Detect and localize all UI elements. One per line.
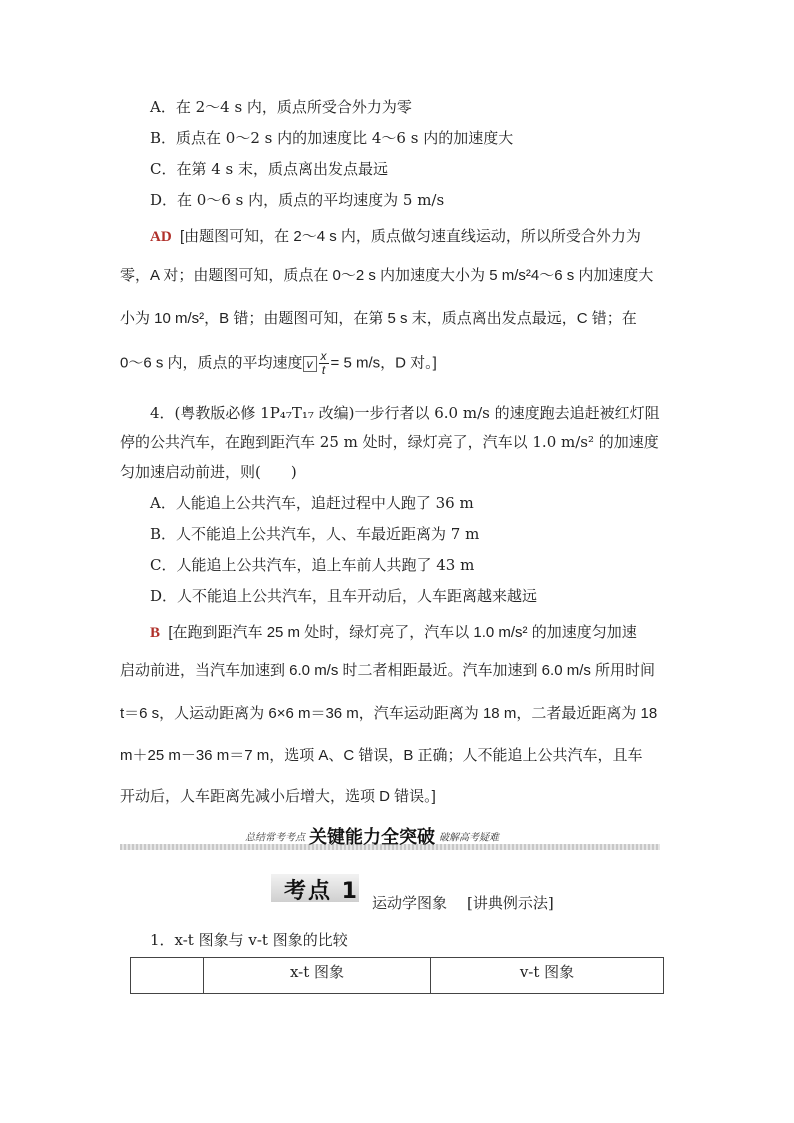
comparison-table — [130, 957, 664, 994]
q3-option-a: A．在 2～4 s 内，质点所受合外力为零 — [150, 98, 412, 116]
q4-stem-3: 匀加速启动前进，则( ) — [120, 463, 297, 481]
q4-answer-letter: B — [150, 625, 161, 641]
table-header-xt: x-t 图象 — [204, 958, 431, 994]
q4-option-c: C．人能追上公共汽车，追上车前人共跑了 43 m — [150, 556, 475, 574]
v-bar-symbol: v — [303, 356, 317, 372]
q3-explanation-2: 零，A 对；由题图可知，质点在 0～2 s 内加速度大小为 5 m/s²4～6 s 内加速度大 — [120, 267, 654, 284]
table-header-vt: v-t 图象 — [431, 958, 664, 994]
q4-explanation-2: 启动前进，当汽车加速到 6.0 m/s 时二者相距最近。汽车加速到 6.0 m/s 所用时间 — [120, 662, 656, 679]
section-banner — [245, 823, 499, 849]
q4-option-a: A．人能追上公共汽车，追赶过程中人跑了 36 m — [150, 494, 474, 512]
kaodian-label: 考点 1 — [284, 879, 359, 904]
kaodian-title: 运动学图象 — [372, 894, 448, 912]
q4-answer-line-1 — [150, 622, 637, 644]
q3-explanation-3: 小为 10 m/s²，B 错；由题图可知，在第 5 s 末，质点离出发点最远，C 错；在 — [120, 310, 637, 327]
q3-option-c: C．在第 4 s 末，质点离出发点最远 — [150, 160, 389, 178]
q4-option-d: D．人不能追上公共汽车，且车开动后，人车距离越来越远 — [150, 587, 538, 605]
subsection-heading: 1．x-t 图象与 v-t 图象的比较 — [150, 931, 348, 949]
banner-left-text: 总结常考考点 — [245, 832, 305, 844]
q4-explanation-4: m＋25 m－36 m＝7 m，选项 A、C 错误，B 正确；人不能追上公共汽车，且车 — [120, 747, 643, 764]
q4-stem-1: 4．(粤教版必修 1P₄₇T₁₇ 改编)一步行者以 6.0 m/s 的速度跑去追赶被红灯阻 — [150, 404, 660, 422]
q3-explanation-1: [由题图可知，在 2～4 s 内，质点做匀速直线运动，所以所受合外力为 — [180, 228, 641, 245]
q3-option-d: D．在 0～6 s 内，质点的平均速度为 5 m/s — [150, 191, 445, 209]
q3-explanation-4-prefix: 0～6 s 内，质点的平均速度 — [120, 354, 303, 372]
table-header-row — [131, 958, 664, 994]
q4-explanation-5: 开动后，人车距离先减小后增大，选项 D 错误。] — [120, 788, 436, 805]
q4-stem-2: 停的公共汽车，在跑到距汽车 25 m 处时，绿灯亮了，汽车以 1.0 m/s² 的加速度 — [120, 433, 659, 451]
fraction-numerator: x — [320, 349, 327, 363]
q4-explanation-3: t＝6 s，人运动距离为 6×6 m＝36 m，汽车运动距离为 18 m，二者最近距离为 18 — [120, 705, 658, 722]
x-over-t-fraction — [319, 350, 329, 377]
q4-option-b: B．人不能追上公共汽车，人、车最近距离为 7 m — [150, 525, 480, 543]
q4-explanation-1: [在跑到距汽车 25 m 处时，绿灯亮了，汽车以 1.0 m/s² 的加速度匀加速 — [168, 624, 637, 641]
kaodian-tag: [讲典例示法] — [467, 894, 554, 912]
q3-explanation-4 — [120, 350, 437, 377]
table-header-empty — [131, 958, 204, 994]
q3-explanation-4-suffix: = 5 m/s，D 对。] — [330, 354, 437, 372]
banner-right-text: 破解高考疑难 — [439, 832, 499, 844]
fraction-denominator: t — [321, 363, 326, 377]
q3-option-b: B．质点在 0～2 s 内的加速度比 4～6 s 内的加速度大 — [150, 129, 514, 147]
q3-answer-line-1 — [150, 226, 641, 248]
banner-main-text: 关键能力全突破 — [309, 827, 435, 848]
q3-answer-letter: AD — [150, 229, 172, 245]
